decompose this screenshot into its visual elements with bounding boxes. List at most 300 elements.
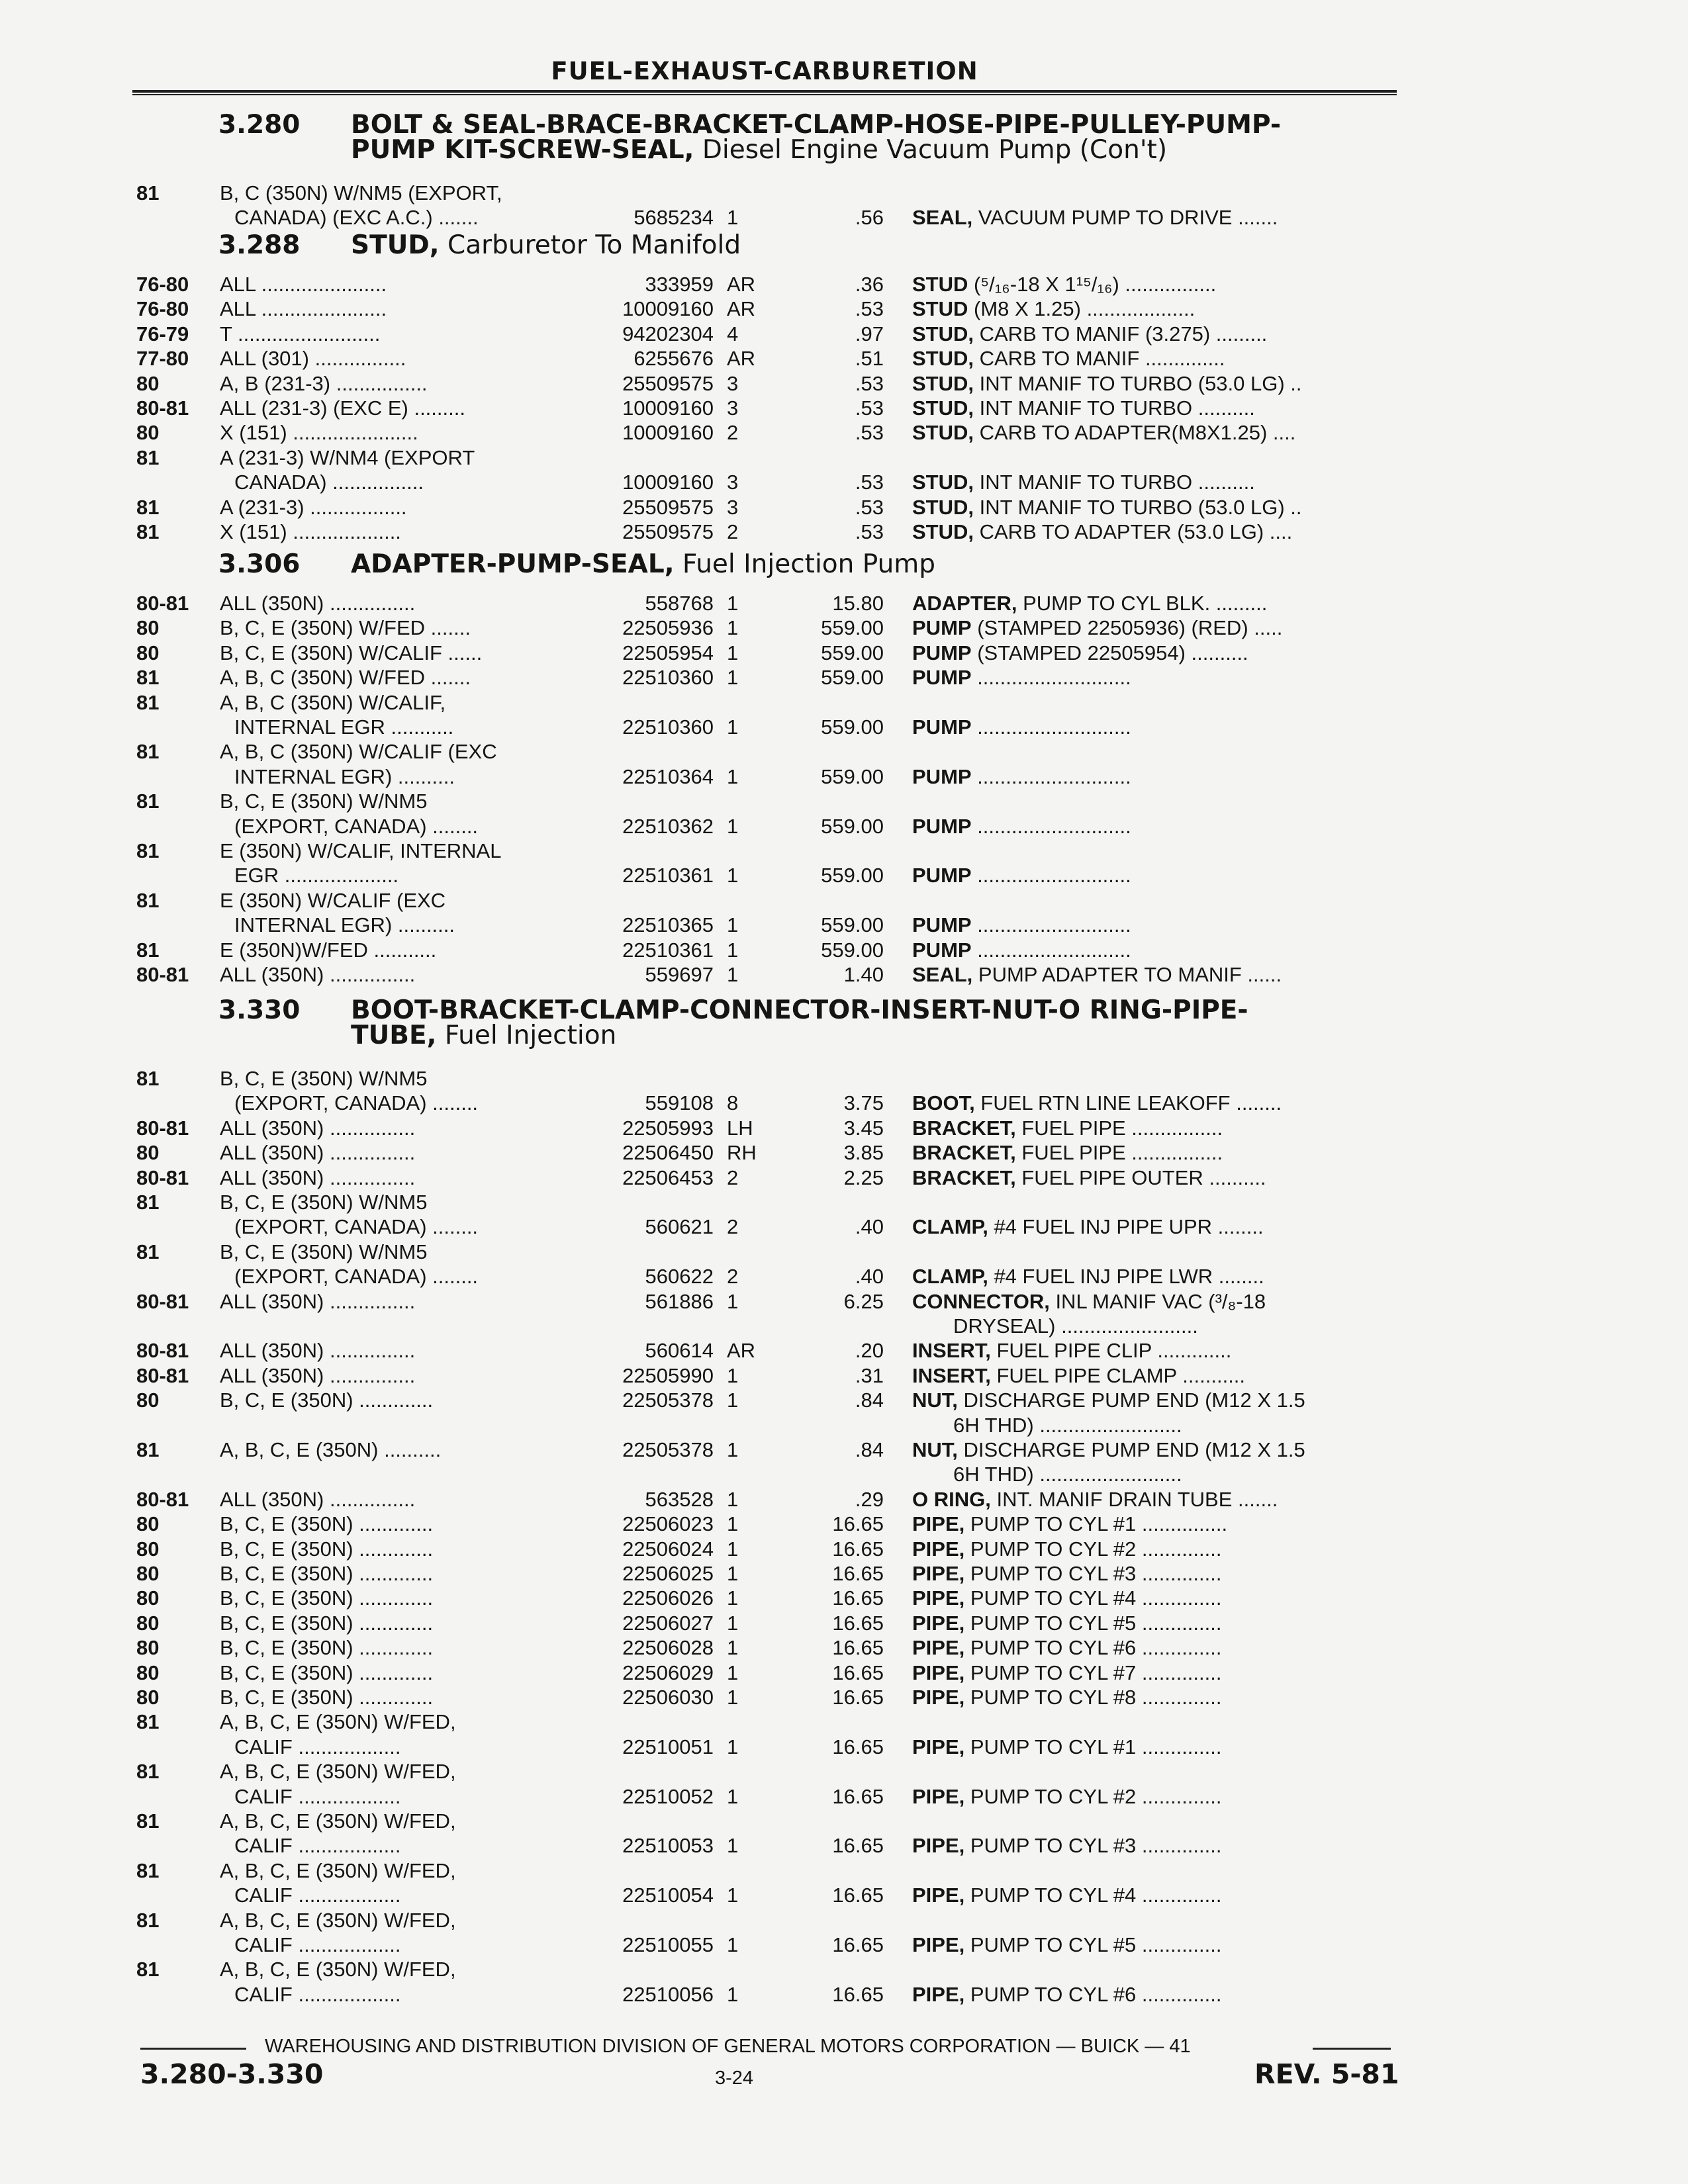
model-year: 80-81 <box>136 592 189 615</box>
price: .84 <box>855 1438 884 1461</box>
quantity: 1 <box>727 1661 739 1684</box>
part-number: 22506028 <box>622 1636 714 1660</box>
price: .31 <box>855 1363 884 1387</box>
model-year: 80-81 <box>136 1116 189 1140</box>
model-year: 80-81 <box>136 1339 189 1363</box>
application: EGR .................... <box>234 864 399 887</box>
application: (EXPORT, CANADA) ........ <box>234 1265 479 1289</box>
table-row <box>0 1612 1688 1637</box>
table-row <box>0 889 1688 914</box>
application: ALL (350N) ............... <box>220 592 416 615</box>
part-detail: PUMP TO CYL #5 .............. <box>964 1933 1222 1956</box>
price: 6.25 <box>843 1289 884 1313</box>
price: .51 <box>855 347 884 371</box>
table-row <box>0 1314 1688 1340</box>
part-detail: FUEL PIPE ................ <box>1015 1141 1223 1165</box>
part-number: 10009160 <box>622 297 714 321</box>
model-year: 81 <box>136 690 160 714</box>
part-description-continued: 6H THD) ......................... <box>953 1463 1182 1486</box>
quantity: AR <box>727 1339 756 1363</box>
table-row <box>0 666 1688 691</box>
price: 559.00 <box>821 913 884 937</box>
price: 3.45 <box>843 1116 884 1140</box>
part-name: PUMP <box>912 715 972 739</box>
part-detail: #4 FUEL INJ PIPE LWR ........ <box>988 1265 1264 1289</box>
application: CALIF .................. <box>234 1982 401 2006</box>
section-number: 3.330 <box>218 995 301 1025</box>
model-year: 76-80 <box>136 273 189 296</box>
quantity: 1 <box>727 963 739 986</box>
model-year: 81 <box>136 938 160 962</box>
price: .53 <box>855 371 884 395</box>
application: T ......................... <box>220 322 381 345</box>
price: .40 <box>855 1215 884 1239</box>
table-row <box>0 1958 1688 1983</box>
part-number: 333959 <box>645 273 714 296</box>
model-year: 81 <box>136 888 160 912</box>
application: B, C, E (350N) ............. <box>220 1388 434 1412</box>
part-number: 561886 <box>645 1289 714 1313</box>
table-row <box>0 864 1688 889</box>
application: E (350N) W/CALIF (EXC <box>220 888 446 912</box>
part-detail: FUEL PIPE CLIP ............. <box>990 1339 1232 1363</box>
part-detail: ........................... <box>971 864 1131 887</box>
quantity: 1 <box>727 913 739 937</box>
application: B, C, E (350N) W/NM5 <box>220 790 428 813</box>
application: A, B, C, E (350N) W/FED, <box>220 1760 456 1784</box>
application: B, C, E (350N) W/NM5 <box>220 1191 428 1214</box>
part-description <box>912 1438 1395 1462</box>
part-number: 22510364 <box>622 764 714 788</box>
quantity: 1 <box>727 1834 739 1858</box>
table-row <box>0 1339 1688 1364</box>
application: (EXPORT, CANADA) ........ <box>234 814 479 838</box>
section-title-bold: PUMP KIT-SCREW-SEAL, <box>351 135 694 165</box>
part-number: 25509575 <box>622 495 714 519</box>
part-description <box>912 471 1395 494</box>
model-year: 80 <box>136 1661 160 1684</box>
model-year: 80 <box>136 421 160 445</box>
quantity: 1 <box>727 616 739 640</box>
table-row <box>0 1586 1688 1612</box>
part-detail: (STAMPED 22505936) (RED) ..... <box>971 616 1283 640</box>
table-row <box>0 322 1688 347</box>
part-name: PUMP <box>912 938 972 962</box>
part-description <box>912 963 1395 987</box>
application: B, C, E (350N) ............. <box>220 1686 434 1709</box>
section-title-line <box>351 1023 616 1048</box>
part-description <box>912 1388 1395 1412</box>
part-number: 558768 <box>645 592 714 615</box>
part-name: BRACKET, <box>912 1165 1016 1189</box>
application: A, B, C (350N) W/CALIF (EXC <box>220 740 497 764</box>
quantity: AR <box>727 347 756 371</box>
part-number: 5685234 <box>633 206 714 230</box>
quantity: 1 <box>727 938 739 962</box>
model-year: 81 <box>136 740 160 764</box>
section-number: 3.288 <box>218 230 301 260</box>
model-year: 80 <box>136 1562 160 1585</box>
application: B, C, E (350N) ............. <box>220 1586 434 1610</box>
model-year: 80-81 <box>136 396 189 420</box>
price: .97 <box>855 322 884 345</box>
part-name: STUD, <box>912 421 974 445</box>
quantity: LH <box>727 1116 753 1140</box>
table-row <box>0 206 1688 231</box>
model-year: 81 <box>136 1067 160 1090</box>
part-name: PIPE, <box>912 1884 965 1907</box>
part-description <box>912 421 1395 445</box>
table-row <box>0 1537 1688 1563</box>
model-year: 81 <box>136 790 160 813</box>
model-year: 81 <box>136 1438 160 1461</box>
quantity: 1 <box>727 1388 739 1412</box>
model-year: 77-80 <box>136 347 189 371</box>
part-number: 559108 <box>645 1091 714 1115</box>
quantity: AR <box>727 297 756 321</box>
table-row <box>0 396 1688 422</box>
application: A, B, C, E (350N) W/FED, <box>220 1858 456 1882</box>
part-detail: ........................... <box>971 715 1131 739</box>
part-number: 559697 <box>645 963 714 986</box>
part-number: 22506030 <box>622 1686 714 1709</box>
part-name: SEAL, <box>912 206 973 230</box>
table-row <box>0 1116 1688 1142</box>
price: 16.65 <box>832 1586 884 1610</box>
section-title-bold: STUD, <box>351 230 440 260</box>
section-title-rest: Fuel Injection Pump <box>674 549 936 579</box>
application: CALIF .................. <box>234 1834 401 1858</box>
part-name: PUMP <box>912 864 972 887</box>
part-detail: ........................... <box>971 666 1131 690</box>
application: A, B, C, E (350N) W/FED, <box>220 1710 456 1734</box>
table-row <box>0 347 1688 372</box>
part-description <box>912 1290 1395 1314</box>
application: B, C, E (350N) W/FED ....... <box>220 616 471 640</box>
part-number: 22510361 <box>622 938 714 962</box>
part-name: PIPE, <box>912 1537 965 1561</box>
application: ALL (301) ................ <box>220 347 406 371</box>
table-row <box>0 715 1688 741</box>
model-year: 80 <box>136 1141 160 1165</box>
part-name: NUT, <box>912 1438 958 1461</box>
price: 3.75 <box>843 1091 884 1115</box>
application: A (231-3) W/NM4 (EXPORT <box>220 445 475 469</box>
part-detail: FUEL RTN LINE LEAKOFF ........ <box>974 1091 1282 1115</box>
part-detail: PUMP TO CYL #4 .............. <box>964 1884 1222 1907</box>
table-row <box>0 471 1688 496</box>
table-row <box>0 496 1688 521</box>
application: B, C, E (350N) ............. <box>220 1636 434 1660</box>
section-title-bold: ADAPTER-PUMP-SEAL, <box>351 549 675 579</box>
application: INTERNAL EGR ........... <box>234 715 454 739</box>
price: 559.00 <box>821 616 884 640</box>
part-name: INSERT, <box>912 1339 991 1363</box>
table-row <box>0 839 1688 864</box>
model-year: 81 <box>136 1809 160 1833</box>
part-number: 22506029 <box>622 1661 714 1684</box>
part-number: 10009160 <box>622 471 714 494</box>
part-detail: ........................... <box>971 814 1131 838</box>
model-year: 81 <box>136 1710 160 1734</box>
application: A, B, C (350N) W/CALIF, <box>220 690 446 714</box>
part-number: 22506450 <box>622 1141 714 1165</box>
table-row <box>0 1809 1688 1835</box>
part-number: 22510051 <box>622 1735 714 1758</box>
table-row <box>0 1909 1688 1934</box>
application: ALL (350N) ............... <box>220 1165 416 1189</box>
part-description <box>912 938 1395 962</box>
part-description <box>912 206 1395 230</box>
part-description <box>912 273 1395 296</box>
quantity: 1 <box>727 1686 739 1709</box>
part-number: 94202304 <box>622 322 714 345</box>
model-year: 80 <box>136 1586 160 1610</box>
part-detail: ........................... <box>971 938 1131 962</box>
section-title-line <box>351 995 1248 1025</box>
application: E (350N)W/FED ........... <box>220 938 437 962</box>
part-description-continued: DRYSEAL) ........................ <box>953 1314 1198 1338</box>
price: 559.00 <box>821 641 884 664</box>
part-number: 22510056 <box>622 1982 714 2006</box>
price: 559.00 <box>821 814 884 838</box>
price: 16.65 <box>832 1933 884 1956</box>
model-year: 81 <box>136 1858 160 1882</box>
section-number: 3.280 <box>218 110 301 140</box>
price: .29 <box>855 1487 884 1511</box>
part-description <box>912 347 1395 371</box>
part-detail: INT MANIF TO TURBO .......... <box>974 471 1255 494</box>
table-row <box>0 1364 1688 1389</box>
price: 1.40 <box>843 963 884 986</box>
part-name: STUD, <box>912 371 974 395</box>
model-year: 80 <box>136 641 160 664</box>
footer-rule-left <box>140 2048 246 2050</box>
part-name: BOOT, <box>912 1091 975 1115</box>
quantity: 1 <box>727 764 739 788</box>
part-number: 22506027 <box>622 1611 714 1635</box>
section-title-line <box>351 110 1282 140</box>
quantity: 1 <box>727 1611 739 1635</box>
quantity: 3 <box>727 471 739 494</box>
application: ALL (350N) ............... <box>220 1116 416 1140</box>
part-name: STUD, <box>912 347 974 371</box>
model-year: 80 <box>136 1388 160 1412</box>
quantity: 3 <box>727 371 739 395</box>
quantity: 1 <box>727 1537 739 1561</box>
part-description <box>912 1661 1395 1685</box>
part-name: INSERT, <box>912 1363 991 1387</box>
part-detail: PUMP TO CYL #3 .............. <box>964 1834 1222 1858</box>
part-detail: CARB TO ADAPTER(M8X1.25) .... <box>974 421 1296 445</box>
footer-revision: REV. 5-81 <box>1254 2058 1399 2090</box>
part-detail: PUMP TO CYL #1 ............... <box>964 1512 1228 1536</box>
part-detail: INT. MANIF DRAIN TUBE ....... <box>990 1487 1278 1511</box>
model-year: 76-80 <box>136 297 189 321</box>
part-description <box>912 1586 1395 1610</box>
part-detail: CARB TO ADAPTER (53.0 LG) .... <box>974 520 1293 543</box>
part-name: STUD, <box>912 471 974 494</box>
price: 2.25 <box>843 1165 884 1189</box>
part-name: STUD <box>912 273 968 296</box>
part-number: 22505936 <box>622 616 714 640</box>
table-row <box>0 1215 1688 1240</box>
part-description <box>912 1364 1395 1388</box>
part-name: PUMP <box>912 616 972 640</box>
quantity: 1 <box>727 1289 739 1313</box>
table-row <box>0 1265 1688 1290</box>
part-detail: DISCHARGE PUMP END (M12 X 1.5 <box>957 1438 1305 1461</box>
table-row <box>0 446 1688 471</box>
price: 16.65 <box>832 1661 884 1684</box>
table-row <box>0 181 1688 206</box>
page-header: FUEL-EXHAUST-CARBURETION <box>551 57 978 85</box>
table-row <box>0 1191 1688 1216</box>
part-number: 10009160 <box>622 396 714 420</box>
part-detail: #4 FUEL INJ PIPE UPR ........ <box>988 1215 1264 1239</box>
part-number: 22510055 <box>622 1933 714 1956</box>
part-name: PUMP <box>912 666 972 690</box>
application: ALL ...................... <box>220 273 387 296</box>
table-row <box>0 1686 1688 1711</box>
quantity: 8 <box>727 1091 739 1115</box>
part-detail: VACUUM PUMP TO DRIVE ....... <box>972 206 1278 230</box>
part-name: PIPE, <box>912 1661 965 1684</box>
model-year: 80 <box>136 1512 160 1536</box>
quantity: 1 <box>727 1784 739 1808</box>
quantity: 2 <box>727 1265 739 1289</box>
table-row <box>0 1735 1688 1760</box>
application: CANADA) ................ <box>234 471 424 494</box>
table-row <box>0 421 1688 446</box>
table-row <box>0 1067 1688 1092</box>
price: 16.65 <box>832 1512 884 1536</box>
part-name: PIPE, <box>912 1611 965 1635</box>
application: ALL ...................... <box>220 297 387 321</box>
part-name: BRACKET, <box>912 1141 1016 1165</box>
price: 16.65 <box>832 1686 884 1709</box>
part-detail: PUMP TO CYL #8 .............. <box>964 1686 1222 1709</box>
part-detail: INT MANIF TO TURBO (53.0 LG) .. <box>974 371 1302 395</box>
part-description <box>912 396 1395 420</box>
application: INTERNAL EGR) .......... <box>234 913 455 937</box>
quantity: 1 <box>727 641 739 664</box>
part-description <box>912 1636 1395 1660</box>
part-name: PUMP <box>912 641 972 664</box>
part-name: PIPE, <box>912 1735 965 1758</box>
model-year: 81 <box>136 1958 160 1981</box>
table-row <box>0 273 1688 298</box>
application: CALIF .................. <box>234 1784 401 1808</box>
part-name: BRACKET, <box>912 1116 1016 1140</box>
part-name: PUMP <box>912 814 972 838</box>
table-row <box>0 815 1688 840</box>
application: ALL (231-3) (EXC E) ......... <box>220 396 465 420</box>
model-year: 80-81 <box>136 1487 189 1511</box>
part-name: PIPE, <box>912 1562 965 1585</box>
part-description <box>912 322 1395 346</box>
table-row <box>0 1983 1688 2008</box>
application: ALL (350N) ............... <box>220 1339 416 1363</box>
price: .53 <box>855 471 884 494</box>
part-detail: PUMP TO CYL #1 .............. <box>964 1735 1222 1758</box>
price: .84 <box>855 1388 884 1412</box>
application: B, C (350N) W/NM5 (EXPORT, <box>220 181 502 205</box>
part-number: 22510052 <box>622 1784 714 1808</box>
part-description <box>912 1091 1395 1115</box>
part-description <box>912 1612 1395 1635</box>
part-detail: INT MANIF TO TURBO (53.0 LG) .. <box>974 495 1302 519</box>
part-number: 560614 <box>645 1339 714 1363</box>
quantity: 1 <box>727 864 739 887</box>
section-title-bold: TUBE, <box>351 1021 437 1050</box>
application: B, C, E (350N) ............. <box>220 1562 434 1585</box>
part-name: STUD, <box>912 495 974 519</box>
part-name: PIPE, <box>912 1982 965 2006</box>
part-number: 22505993 <box>622 1116 714 1140</box>
part-description-continued: 6H THD) ......................... <box>953 1413 1182 1437</box>
application: A, B, C, E (350N) W/FED, <box>220 1908 456 1932</box>
part-detail: PUMP TO CYL #3 .............. <box>964 1562 1222 1585</box>
quantity: RH <box>727 1141 757 1165</box>
part-description <box>912 297 1395 321</box>
part-number: 22506453 <box>622 1165 714 1189</box>
footer-page-number: 3-24 <box>715 2068 754 2089</box>
model-year: 80-81 <box>136 1289 189 1313</box>
quantity: 1 <box>727 1636 739 1660</box>
part-name: STUD, <box>912 396 974 420</box>
model-year: 80-81 <box>136 963 189 986</box>
application: A, B, C, E (350N) W/FED, <box>220 1809 456 1833</box>
table-row <box>0 1834 1688 1859</box>
application: CALIF .................. <box>234 1933 401 1956</box>
part-detail: INT MANIF TO TURBO .......... <box>974 396 1255 420</box>
table-row <box>0 641 1688 666</box>
part-name: PIPE, <box>912 1636 965 1660</box>
price: 559.00 <box>821 666 884 690</box>
price: .20 <box>855 1339 884 1363</box>
part-description <box>912 1166 1395 1190</box>
part-name: PIPE, <box>912 1933 965 1956</box>
price: 559.00 <box>821 764 884 788</box>
section-title-bold: BOLT & SEAL-BRACE-BRACKET-CLAMP-HOSE-PIPE-PULLEY-PUMP- <box>351 110 1282 140</box>
table-row <box>0 765 1688 790</box>
part-description <box>912 1834 1395 1858</box>
footer-rule-right <box>1313 2048 1391 2050</box>
table-row <box>0 1760 1688 1785</box>
part-description <box>912 372 1395 396</box>
part-description <box>912 1116 1395 1140</box>
quantity: AR <box>727 273 756 296</box>
part-detail: DISCHARGE PUMP END (M12 X 1.5 <box>957 1388 1305 1412</box>
table-row <box>0 1859 1688 1884</box>
part-detail: FUEL PIPE CLAMP ........... <box>990 1363 1246 1387</box>
part-description <box>912 641 1395 665</box>
table-row <box>0 520 1688 545</box>
table-row <box>0 1933 1688 1958</box>
table-row <box>0 1488 1688 1513</box>
price: .53 <box>855 421 884 445</box>
quantity: 1 <box>727 1487 739 1511</box>
part-description <box>912 1562 1395 1586</box>
price: 16.65 <box>832 1611 884 1635</box>
application: X (151) ................... <box>220 520 401 543</box>
part-description <box>912 592 1395 615</box>
part-description <box>912 1983 1395 2007</box>
part-detail: PUMP TO CYL #6 .............. <box>964 1636 1222 1660</box>
part-detail: FUEL PIPE ................ <box>1015 1116 1223 1140</box>
part-name: PUMP <box>912 913 972 937</box>
